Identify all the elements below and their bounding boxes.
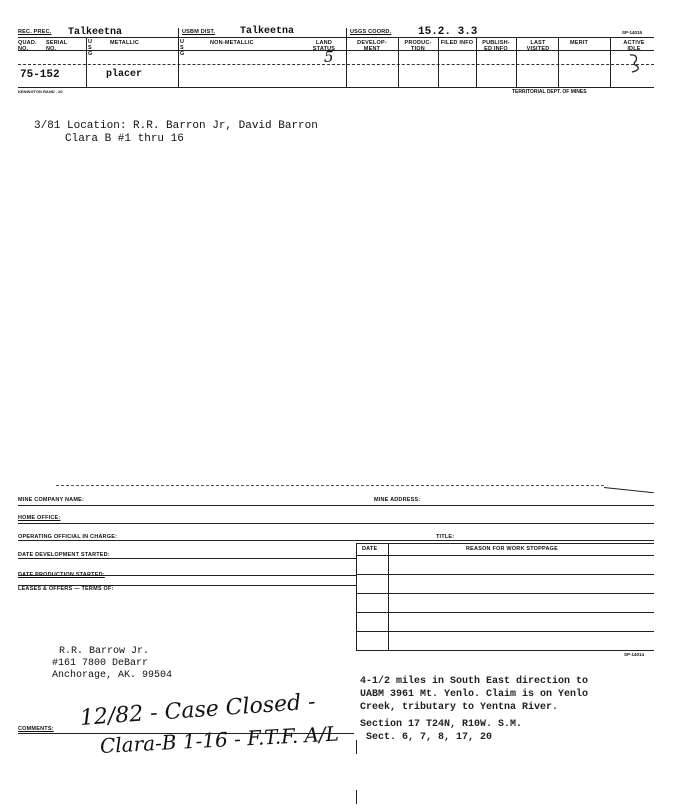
active-check-icon (626, 52, 644, 74)
location-line-2: UABM 3961 Mt. Yenlo. Claim is on Yenlo (360, 689, 589, 700)
prod-started-label: DATE PRODUCTION STARTED: (18, 572, 105, 578)
header-table (18, 26, 654, 95)
owner-line-3: Anchorage, AK. 99504 (52, 670, 173, 681)
usbm-dist-label: USBM DIST. (182, 29, 216, 35)
merit-label: MERIT (570, 40, 589, 46)
active-idle-label: ACTIVE IDLE (623, 40, 645, 52)
mine-company-label: MINE COMPANY NAME: (18, 497, 85, 503)
metallic-value: placer (106, 69, 143, 80)
usg-label: U S G (88, 39, 93, 57)
owner-line-2: #161 7800 DeBarr (52, 658, 149, 669)
last-visited-label: LAST VISITED (526, 40, 550, 52)
location-line-4: Section 17 T24N, R10W. S.M. (360, 719, 523, 730)
handwritten-comment-1: 12/82 - Case Closed - (79, 689, 317, 731)
non-metallic-label: NON-METALLIC (210, 40, 254, 46)
location-line-1: 4-1/2 miles in South East direction to (360, 676, 589, 687)
quad-label: QUAD. NO. (18, 40, 37, 52)
published-info-label: PUBLISH- ED INFO (482, 40, 510, 52)
usgs-coord-value: 15.2. 3.3 (418, 26, 478, 38)
operating-official-label: OPERATING OFFICIAL IN CHARGE: (18, 534, 118, 540)
reason-col-label: REASON FOR WORK STOPPAGE (466, 546, 558, 552)
comments-label: COMMENTS: (18, 726, 54, 732)
filed-info-label: FILED INFO (440, 40, 474, 46)
location-line-3: Creek, tributary to Yentna River. (360, 702, 559, 713)
rec-prec-label: REC. PREC. (18, 29, 52, 35)
owner-address (52, 646, 172, 682)
production-label: PRODUC- TION (404, 40, 432, 52)
dev-started-label: DATE DEVELOPMENT STARTED: (18, 552, 110, 558)
location-note (34, 120, 318, 146)
title-label: TITLE: (436, 534, 455, 540)
usbm-dist-value: Talkeetna (240, 26, 295, 37)
leases-label: LEASES & OFFERS — TERMS OF: (18, 586, 114, 592)
owner-line-1: R.R. Barrow Jr. (59, 646, 150, 657)
printer-mark: KENINGTON RAND - 20 (18, 89, 63, 94)
home-office-label: HOME OFFICE: (18, 515, 61, 521)
location-line-5: Sect. 6, 7, 8, 17, 20 (366, 732, 493, 743)
form-number-2: SP-14014 (624, 652, 645, 657)
form-number: SP-14015 (622, 30, 643, 35)
rec-prec-value: Talkeetna (68, 27, 123, 38)
mine-address-label: MINE ADDRESS: (374, 497, 421, 503)
serial-label: SERIAL NO. (46, 40, 68, 52)
note-line-1: 3/81 Location: R.R. Barron Jr, David Barron (34, 120, 318, 132)
land-status-value: 5 (324, 48, 334, 66)
date-col-label: DATE (362, 546, 378, 552)
handwritten-comment-2: Clara-B 1-16 - F.T.F. A/L (99, 721, 340, 758)
serial-value: 75-152 (20, 69, 60, 81)
land-status-label: LAND STATUS (312, 40, 336, 52)
development-label: DEVELOP- MENT (357, 40, 387, 52)
location-description (360, 675, 588, 744)
note-line-2: Clara B #1 thru 16 (65, 133, 184, 145)
usg2-label: U S G (180, 39, 185, 57)
usgs-coord-label: USGS COORD. (350, 29, 392, 35)
territorial-dept-label: TERRITORIAL DEPT. OF MINES (512, 89, 587, 95)
metallic-label: METALLIC (110, 40, 139, 46)
